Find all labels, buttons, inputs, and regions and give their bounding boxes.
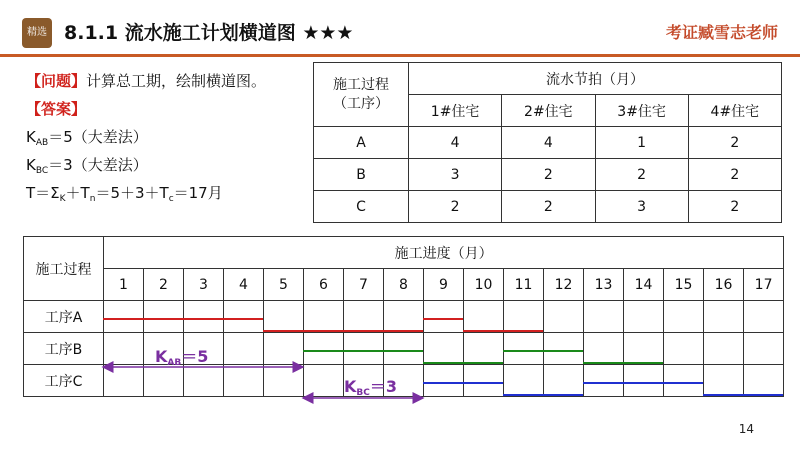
rhythm-row-name: B bbox=[314, 159, 409, 191]
total-duration-formula bbox=[26, 180, 223, 212]
schedule-cell bbox=[384, 301, 424, 333]
t-sub-n: n bbox=[89, 194, 96, 204]
schedule-header-process: 施工过程 bbox=[24, 237, 104, 301]
t-part-a: T＝Σ bbox=[26, 184, 60, 202]
schedule-cell bbox=[104, 365, 144, 397]
kbc-label-symbol: K bbox=[344, 377, 357, 396]
rhythm-cell: 4 bbox=[502, 127, 595, 159]
schedule-cell bbox=[704, 365, 744, 397]
schedule-cell bbox=[384, 333, 424, 365]
logo-badge: 精选 bbox=[22, 18, 52, 48]
kab-subscript: AB bbox=[35, 138, 49, 148]
schedule-cell bbox=[544, 301, 584, 333]
rhythm-table bbox=[313, 62, 782, 223]
schedule-cell bbox=[424, 365, 464, 397]
kab-label-value: ＝5 bbox=[181, 347, 209, 366]
month-header-row bbox=[24, 269, 784, 301]
t-part-b: ＋T bbox=[65, 184, 90, 202]
schedule-row-label: 工序B bbox=[24, 333, 104, 365]
schedule-cell bbox=[184, 301, 224, 333]
month-header-cell: 14 bbox=[624, 269, 664, 301]
month-header-cell: 9 bbox=[424, 269, 464, 301]
schedule-cell bbox=[704, 301, 744, 333]
kbc-annotation-label bbox=[344, 374, 397, 398]
schedule-row-label: 工序A bbox=[24, 301, 104, 333]
kab-annotation-label bbox=[155, 344, 208, 368]
schedule-cell bbox=[464, 301, 504, 333]
schedule-cell bbox=[224, 301, 264, 333]
schedule-cell bbox=[584, 301, 624, 333]
month-header-cell: 17 bbox=[744, 269, 784, 301]
rhythm-cell: 2 bbox=[688, 127, 781, 159]
schedule-cell bbox=[544, 365, 584, 397]
rhythm-cell: 4 bbox=[409, 127, 502, 159]
schedule-cell bbox=[624, 301, 664, 333]
schedule-cell bbox=[584, 365, 624, 397]
schedule-cell bbox=[744, 333, 784, 365]
schedule-row bbox=[24, 333, 784, 365]
kab-label-symbol: K bbox=[155, 347, 168, 366]
kbc-symbol: K bbox=[26, 156, 36, 174]
kbc-label-subscript: BC bbox=[356, 388, 370, 398]
schedule-row-label: 工序C bbox=[24, 365, 104, 397]
rhythm-cell: 2 bbox=[409, 191, 502, 223]
month-header-cell: 12 bbox=[544, 269, 584, 301]
schedule-cell bbox=[664, 365, 704, 397]
rhythm-cell: 3 bbox=[595, 191, 688, 223]
schedule-cell bbox=[304, 301, 344, 333]
page-title: 8.1.1 流水施工计划横道图 ★★★ bbox=[64, 22, 354, 44]
schedule-table bbox=[23, 236, 784, 397]
schedule-cell bbox=[624, 333, 664, 365]
schedule-cell bbox=[624, 365, 664, 397]
kab-symbol: K bbox=[26, 128, 36, 146]
question-text: 计算总工期，绘制横道图。 bbox=[86, 72, 267, 90]
month-header-cell: 13 bbox=[584, 269, 624, 301]
question-line bbox=[26, 68, 266, 94]
schedule-cell bbox=[424, 333, 464, 365]
t-part-d: ＝17月 bbox=[173, 184, 223, 202]
rhythm-cell: 3 bbox=[409, 159, 502, 191]
schedule-cell bbox=[744, 301, 784, 333]
rhythm-col-header: 4#住宅 bbox=[688, 95, 781, 127]
rhythm-row-name: A bbox=[314, 127, 409, 159]
schedule-cell bbox=[504, 301, 544, 333]
schedule-cell bbox=[464, 333, 504, 365]
schedule-cell bbox=[184, 365, 224, 397]
schedule-cell bbox=[664, 301, 704, 333]
schedule-cell bbox=[264, 365, 304, 397]
month-header-cell: 6 bbox=[304, 269, 344, 301]
schedule-cell bbox=[224, 365, 264, 397]
rhythm-col-header: 1#住宅 bbox=[409, 95, 502, 127]
month-header-cell: 16 bbox=[704, 269, 744, 301]
schedule-cell bbox=[544, 333, 584, 365]
rhythm-col-header: 2#住宅 bbox=[502, 95, 595, 127]
rhythm-col-header: 3#住宅 bbox=[595, 95, 688, 127]
rhythm-cell: 1 bbox=[595, 127, 688, 159]
schedule-cell bbox=[264, 333, 304, 365]
kab-label-subscript: AB bbox=[167, 358, 182, 368]
month-header-cell: 4 bbox=[224, 269, 264, 301]
month-header-cell: 11 bbox=[504, 269, 544, 301]
rhythm-cell: 2 bbox=[502, 159, 595, 191]
month-header-cell: 2 bbox=[144, 269, 184, 301]
month-header-cell: 8 bbox=[384, 269, 424, 301]
month-header-cell: 7 bbox=[344, 269, 384, 301]
month-header-cell: 10 bbox=[464, 269, 504, 301]
schedule-cell bbox=[664, 333, 704, 365]
month-header-cell: 3 bbox=[184, 269, 224, 301]
page-number: 14 bbox=[738, 422, 754, 436]
rhythm-cell: 2 bbox=[502, 191, 595, 223]
schedule-cell bbox=[144, 365, 184, 397]
schedule-cell bbox=[704, 333, 744, 365]
kbc-label-value: ＝3 bbox=[369, 377, 398, 396]
t-part-c: ＝5＋3＋T bbox=[95, 184, 169, 202]
month-header-cell: 1 bbox=[104, 269, 144, 301]
schedule-cell bbox=[504, 365, 544, 397]
schedule-cell bbox=[144, 301, 184, 333]
answer-tag-line bbox=[26, 96, 86, 122]
schedule-cell bbox=[304, 333, 344, 365]
schedule-cell bbox=[464, 365, 504, 397]
month-header-cell: 5 bbox=[264, 269, 304, 301]
schedule-cell bbox=[264, 301, 304, 333]
schedule-row bbox=[24, 365, 784, 397]
t-sub-k: K bbox=[59, 194, 66, 204]
question-tag: 【问题】 bbox=[26, 72, 87, 90]
schedule-cell bbox=[584, 333, 624, 365]
schedule-header-group: 施工进度（月） bbox=[104, 237, 784, 269]
t-sub-c: c bbox=[168, 194, 174, 204]
header-divider bbox=[0, 54, 800, 57]
rhythm-row-name: C bbox=[314, 191, 409, 223]
schedule-cell bbox=[104, 333, 144, 365]
kab-value: ＝5（大差法） bbox=[48, 128, 148, 146]
schedule-row bbox=[24, 301, 784, 333]
answer-tag: 【答案】 bbox=[26, 100, 87, 118]
rhythm-header-process: 施工过程 （工序） bbox=[314, 63, 409, 127]
schedule-cell bbox=[224, 333, 264, 365]
author-label: 考证臧雪志老师 bbox=[665, 23, 778, 42]
rhythm-cell: 2 bbox=[688, 159, 781, 191]
month-header-cell: 15 bbox=[664, 269, 704, 301]
kbc-value: ＝3（大差法） bbox=[48, 156, 148, 174]
kbc-subscript: BC bbox=[35, 166, 49, 176]
rhythm-cell: 2 bbox=[595, 159, 688, 191]
schedule-cell bbox=[424, 301, 464, 333]
rhythm-cell: 2 bbox=[688, 191, 781, 223]
schedule-cell bbox=[304, 365, 344, 397]
schedule-cell bbox=[344, 333, 384, 365]
rhythm-header-group: 流水节拍（月） bbox=[409, 63, 782, 95]
schedule-cell bbox=[744, 365, 784, 397]
schedule-cell bbox=[504, 333, 544, 365]
schedule-cell bbox=[344, 301, 384, 333]
schedule-cell bbox=[104, 301, 144, 333]
